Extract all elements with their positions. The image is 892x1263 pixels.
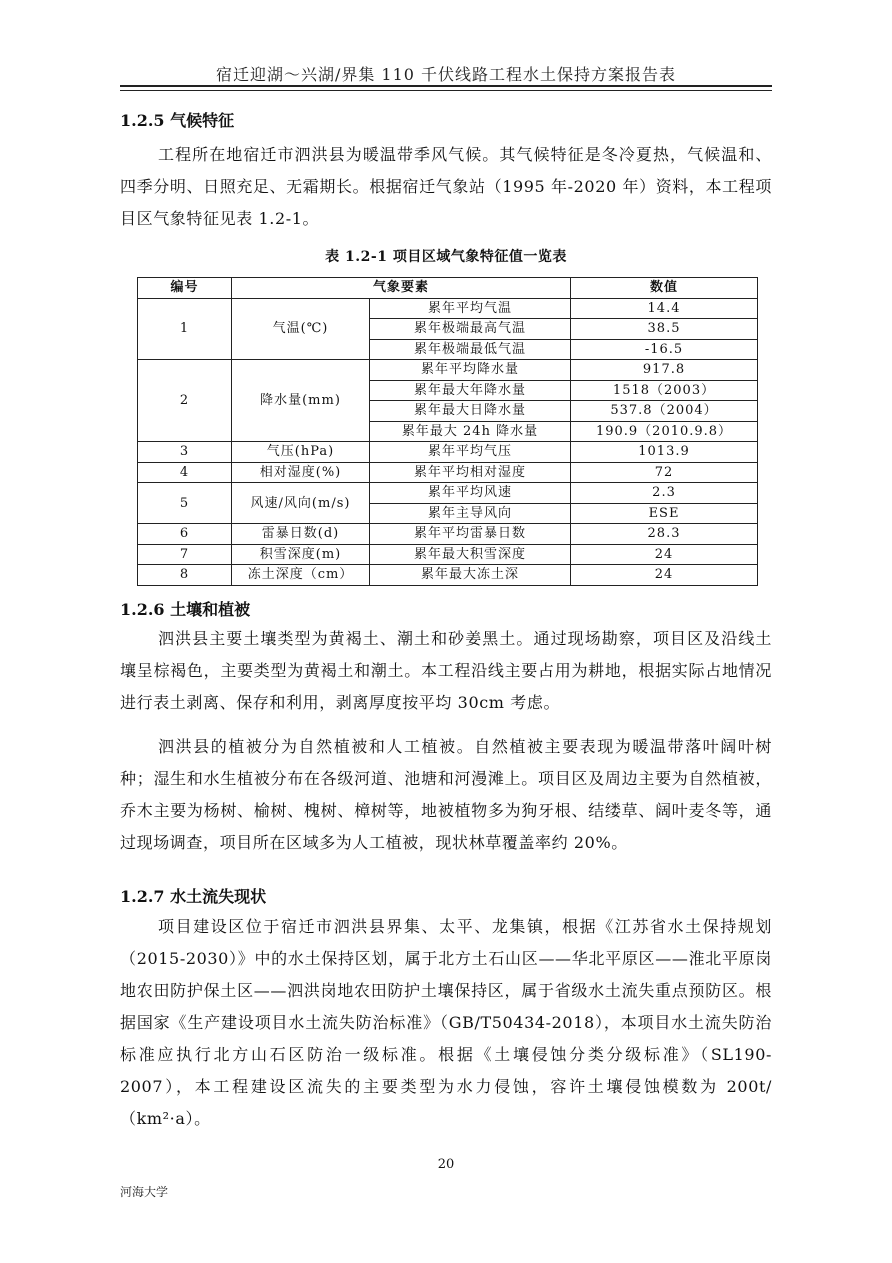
cell-item: 累年平均雷暴日数 <box>370 524 571 545</box>
table-row <box>138 483 758 504</box>
cell-category: 积雪深度(m) <box>232 544 370 565</box>
cell-value: 1518（2003） <box>571 380 758 401</box>
table-row <box>138 524 758 545</box>
cell-value: 2.3 <box>571 483 758 504</box>
running-header: 宿迁迎湖～兴湖/界集 110 千伏线路工程水土保持方案报告表 <box>215 65 677 84</box>
table-row <box>138 360 758 381</box>
cell-item: 累年平均气压 <box>370 442 571 463</box>
cell-item: 累年主导风向 <box>370 503 571 524</box>
cell-value: -16.5 <box>571 339 758 360</box>
cell-value: 38.5 <box>571 319 758 340</box>
cell-no: 7 <box>138 544 232 565</box>
table-row <box>138 565 758 586</box>
cell-item: 累年最大冻土深 <box>370 565 571 586</box>
cell-category: 气压(hPa) <box>232 442 370 463</box>
table-row <box>138 298 758 319</box>
cell-value: ESE <box>571 503 758 524</box>
cell-category: 雷暴日数(d) <box>232 524 370 545</box>
cell-value: 190.9（2010.9.8） <box>571 421 758 442</box>
cell-no: 4 <box>138 462 232 483</box>
cell-category: 降水量(mm) <box>232 360 370 442</box>
table-header-row <box>138 278 758 299</box>
header-rule <box>120 85 772 87</box>
section-heading-soil: 1.2.6 土壤和植被 <box>120 600 251 619</box>
cell-no: 1 <box>138 298 232 360</box>
cell-no: 3 <box>138 442 232 463</box>
table-row <box>138 462 758 483</box>
section-heading-erosion: 1.2.7 水土流失现状 <box>120 887 267 906</box>
cell-item: 累年平均相对湿度 <box>370 462 571 483</box>
header-element: 气象要素 <box>232 278 571 299</box>
cell-item: 累年平均风速 <box>370 483 571 504</box>
cell-item: 累年平均降水量 <box>370 360 571 381</box>
header-rule-thin <box>120 90 772 91</box>
cell-no: 2 <box>138 360 232 442</box>
cell-category: 相对湿度(%) <box>232 462 370 483</box>
cell-item: 累年极端最低气温 <box>370 339 571 360</box>
cell-item: 累年最大日降水量 <box>370 401 571 422</box>
cell-value: 537.8（2004） <box>571 401 758 422</box>
cell-item: 累年平均气温 <box>370 298 571 319</box>
cell-category: 气温(℃) <box>232 298 370 360</box>
paragraph-soil: 泗洪县主要土壤类型为黄褐土、潮土和砂姜黑土。通过现场勘察，项目区及沿线土壤呈棕褐色，主要类型为黄褐土和潮土。本工程沿线主要占用为耕地，根据实际占地情况进行表土剥离、保存和利用，剥离厚度按平均 30cm 考虑。 <box>120 629 772 712</box>
cell-value: 917.8 <box>571 360 758 381</box>
cell-category: 风速/风向(m/s) <box>232 483 370 524</box>
table-row <box>138 544 758 565</box>
header-value: 数值 <box>571 278 758 299</box>
cell-no: 8 <box>138 565 232 586</box>
cell-value: 14.4 <box>571 298 758 319</box>
paragraph-climate: 工程所在地宿迁市泗洪县为暖温带季风气候。其气候特征是冬冷夏热，气候温和、四季分明、日照充足、无霜期长。根据宿迁气象站（1995 年-2020 年）资料，本工程项目区气象特征见表 1.2-1。 <box>120 145 772 228</box>
table-body <box>138 298 758 585</box>
table-caption: 表 1.2-1 项目区域气象特征值一览表 <box>325 249 567 265</box>
cell-value: 72 <box>571 462 758 483</box>
cell-item: 累年最大年降水量 <box>370 380 571 401</box>
cell-item: 累年极端最高气温 <box>370 319 571 340</box>
cell-value: 28.3 <box>571 524 758 545</box>
cell-no: 5 <box>138 483 232 524</box>
cell-value: 1013.9 <box>571 442 758 463</box>
section-heading-climate: 1.2.5 气候特征 <box>120 111 235 130</box>
paragraph-erosion: 项目建设区位于宿迁市泗洪县界集、太平、龙集镇，根据《江苏省水土保持规划（2015-2030）》中的水土保持区划，属于北方土石山区——华北平原区——淮北平原岗地农田防护保土区——泗洪岗地农田防护土壤保持区，属于省级水土流失重点预防区。根据国家《生产建设项目水土流失防治标准》（GB/T50434-2018），本项目水土流失防治标准应执行北方山石区防治一级标准。根据《土壤侵蚀分类分级标准》（SL190-2007），本工程建设区流失的主要类型为水力侵蚀，容许土壤侵蚀模数为 200t/（km²·a）。 <box>120 917 772 1128</box>
climate-table <box>137 277 758 586</box>
cell-value: 24 <box>571 565 758 586</box>
cell-value: 24 <box>571 544 758 565</box>
header-no: 编号 <box>138 278 232 299</box>
paragraph-vegetation: 泗洪县的植被分为自然植被和人工植被。自然植被主要表现为暖温带落叶阔叶树种；湿生和水生植被分布在各级河道、池塘和河漫滩上。项目区及周边主要为自然植被，乔木主要为杨树、榆树、槐树、樟树等，地被植物多为狗牙根、结缕草、阔叶麦冬等，通过现场调查，项目所在区域多为人工植被，现状林草覆盖率约 20%。 <box>120 737 772 852</box>
footer-organization: 河海大学 <box>120 1185 169 1199</box>
cell-category: 冻土深度（cm） <box>232 565 370 586</box>
cell-no: 6 <box>138 524 232 545</box>
page-number: 20 <box>437 1157 455 1172</box>
cell-item: 累年最大积雪深度 <box>370 544 571 565</box>
table-row <box>138 442 758 463</box>
cell-item: 累年最大 24h 降水量 <box>370 421 571 442</box>
